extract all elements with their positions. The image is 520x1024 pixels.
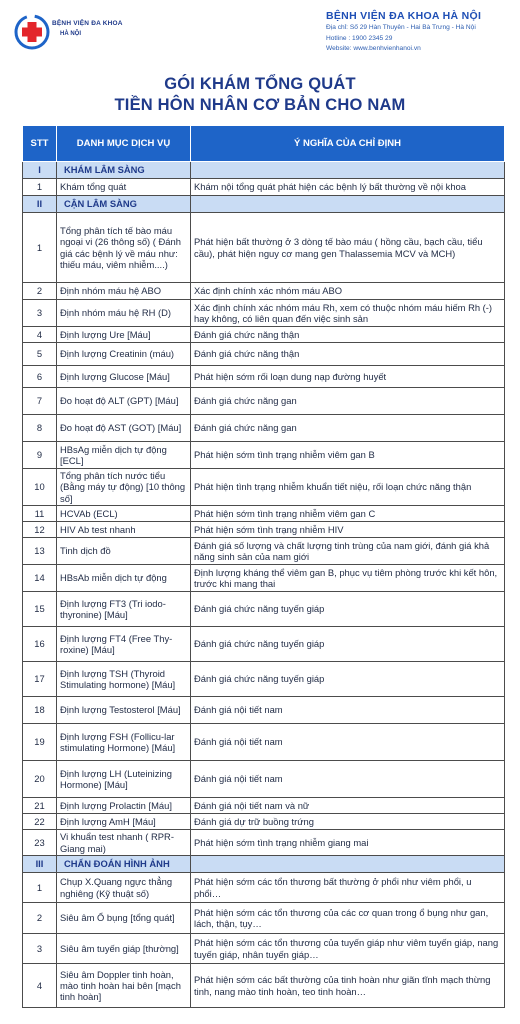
table-row [23,662,505,697]
table-row [23,179,505,196]
row-stt: 1 [23,179,57,196]
table-row [23,283,505,300]
table-row [23,565,505,592]
section-number: II [23,196,57,213]
table-row [23,903,505,934]
table-row [23,300,505,327]
row-service: Định nhóm máu hệ ABO [57,283,191,300]
section-row [23,162,505,179]
row-meaning: Phát hiện sớm tình trạng nhiễm viêm gan C [191,506,505,522]
table-row [23,506,505,522]
row-stt: 16 [23,627,57,662]
row-service: Định lượng Creatinin (máu) [57,343,191,366]
table-row [23,873,505,903]
row-service: Đo hoạt độ AST (GOT) [Máu] [57,415,191,442]
row-service: Chụp X.Quang ngực thẳng nghiêng (Kỹ thuật số) [57,873,191,903]
section-title: CHẨN ĐOÁN HÌNH ẢNH [57,856,191,873]
row-stt: 3 [23,934,57,964]
row-stt: 7 [23,388,57,415]
row-meaning: Đánh giá nội tiết nam [191,761,505,798]
row-service: Tổng phân tích tế bào máu ngoại vi (26 thông số) ( Đánh giá các bệnh lý về máu như: thiếu máu, viêm nhiễm....) [57,213,191,283]
row-meaning: Phát hiện sớm tình trạng nhiễm giang mai [191,830,505,856]
row-stt: 14 [23,565,57,592]
row-service: Siêu âm tuyến giáp [thường] [57,934,191,964]
row-stt: 2 [23,283,57,300]
row-meaning: Phát hiện tình trạng nhiễm khuẩn tiết niệu, rối loạn chức năng thận [191,469,505,506]
section-title: CẬN LÂM SÀNG [57,196,191,213]
section-filler [191,856,505,873]
brand-block [52,20,123,37]
table-row [23,798,505,814]
row-service: Định lượng FSH (Follicu-lar stimulating Hormone) [Máu] [57,724,191,761]
row-stt: 1 [23,873,57,903]
row-stt: 18 [23,697,57,724]
row-service: Vi khuẩn test nhanh ( RPR-Giang mai) [57,830,191,856]
row-meaning: Đánh giá số lượng và chất lượng tinh trùng của nam giới, đánh giá khả năng sinh sản của nam giới [191,538,505,565]
row-service: Siêu âm Doppler tinh hoàn, mào tinh hoàn hai bên [mạch tinh hoàn] [57,964,191,1008]
section-row [23,196,505,213]
row-service: Định lượng Testosterol [Máu] [57,697,191,724]
row-meaning: Đánh giá chức năng tuyến giáp [191,592,505,627]
row-stt: 19 [23,724,57,761]
table-row [23,934,505,964]
row-meaning: Phát hiện sớm các tổn thương bất thường ở phổi như viêm phổi, u phổi… [191,873,505,903]
table-row [23,964,505,1008]
table-row [23,627,505,662]
row-service: Định lượng FT3 (Tri iodo-thyronine) [Máu] [57,592,191,627]
row-stt: 13 [23,538,57,565]
table-row [23,697,505,724]
row-meaning: Đánh giá chức năng thận [191,343,505,366]
hospital-info [326,10,516,54]
row-stt: 4 [23,964,57,1008]
title-line-1: GÓI KHÁM TỔNG QUÁT [164,75,356,93]
row-stt: 3 [23,300,57,327]
page-title [0,74,520,116]
row-service: HCVAb (ECL) [57,506,191,522]
row-service: Định lượng Prolactin [Máu] [57,798,191,814]
row-meaning: Phát hiện sớm tình trạng nhiễm viêm gan B [191,442,505,469]
table-row [23,761,505,798]
header-service: DANH MỤC DỊCH VỤ [57,126,191,162]
row-meaning: Đánh giá chức năng tuyến giáp [191,662,505,697]
brand-city: HÀ NỘI [60,31,81,37]
table-row [23,592,505,627]
row-stt: 4 [23,327,57,343]
hospital-name: BỆNH VIỆN ĐA KHOA HÀ NỘI [326,10,482,22]
row-service: HBsAg miễn dịch tự động [ECL] [57,442,191,469]
row-stt: 15 [23,592,57,627]
row-stt: 8 [23,415,57,442]
page-header [0,0,520,68]
table-header-row [23,126,505,162]
row-stt: 6 [23,366,57,388]
row-meaning: Đánh giá chức năng gan [191,388,505,415]
row-stt: 20 [23,761,57,798]
table-row [23,830,505,856]
section-number: III [23,856,57,873]
header-meaning: Ý NGHĨA CỦA CHỈ ĐỊNH [191,126,505,162]
row-meaning: Phát hiện sớm rối loạn dung nạp đường huyết [191,366,505,388]
table-row [23,522,505,538]
row-meaning: Phát hiện bất thường ở 3 dòng tế bào máu ( hồng cầu, bạch cầu, tiểu cầu), phát hiện nguy cơ mang gen Thalassemia MCV và MCH) [191,213,505,283]
row-stt: 22 [23,814,57,830]
row-meaning: Định lượng kháng thể viêm gan B, phục vụ tiêm phòng trước khi kết hôn, trước khi mang thai [191,565,505,592]
row-meaning: Đánh giá chức năng gan [191,415,505,442]
row-stt: 12 [23,522,57,538]
table-row [23,724,505,761]
table-row [23,366,505,388]
row-stt: 5 [23,343,57,366]
row-service: Định nhóm máu hệ RH (D) [57,300,191,327]
title-line-2: TIỀN HÔN NHÂN CƠ BẢN CHO NAM [114,96,406,114]
table-row [23,343,505,366]
row-service: Định lượng Ure [Máu] [57,327,191,343]
row-meaning: Phát hiện sớm tình trạng nhiễm HIV [191,522,505,538]
row-service: Tinh dịch đồ [57,538,191,565]
service-table [22,125,505,1008]
table-row [23,469,505,506]
row-service: Định lượng LH (Luteinizing Hormone) [Máu] [57,761,191,798]
section-title: KHÁM LÂM SÀNG [57,162,191,179]
row-service: Khám tổng quát [57,179,191,196]
row-service: Định lượng AmH [Máu] [57,814,191,830]
row-meaning: Đánh giá chức năng thận [191,327,505,343]
row-meaning: Đánh giá nội tiết nam và nữ [191,798,505,814]
row-stt: 1 [23,213,57,283]
row-meaning: Khám nội tổng quát phát hiện các bệnh lý bất thường về nội khoa [191,179,505,196]
row-service: Định lượng TSH (Thyroid Stimulating hormone) [Máu] [57,662,191,697]
row-stt: 10 [23,469,57,506]
row-meaning: Xác định chính xác nhóm máu ABO [191,283,505,300]
section-number: I [23,162,57,179]
table-row [23,415,505,442]
row-meaning: Xác định chính xác nhóm máu Rh, xem có thuộc nhóm máu hiếm Rh (-) hay không, có liên quan đến việc sinh sản [191,300,505,327]
row-stt: 2 [23,903,57,934]
hospital-address: Địa chỉ: Số 29 Hàn Thuyên - Hai Bà Trưng - Hà Nội [326,24,476,31]
table-row [23,388,505,415]
section-row [23,856,505,873]
table-row [23,327,505,343]
section-filler [191,162,505,179]
row-stt: 9 [23,442,57,469]
table-row [23,442,505,469]
row-stt: 21 [23,798,57,814]
hospital-website: Website: www.benhvienhanoi.vn [326,45,421,52]
red-cross-hospital-icon [14,14,50,50]
row-service: HBsAb miễn dịch tự động [57,565,191,592]
row-meaning: Phát hiện sớm các tổn thương của các cơ quan trong ổ bụng như gan, lách, thận, tụy… [191,903,505,934]
row-stt: 23 [23,830,57,856]
row-service: Siêu âm Ổ bụng [tổng quát] [57,903,191,934]
table-row [23,538,505,565]
hospital-hotline: Hotline : 1900 2345 29 [326,34,393,42]
row-service: Định lượng Glucose [Máu] [57,366,191,388]
row-service: HIV Ab test nhanh [57,522,191,538]
row-meaning: Phát hiện sớm các tổn thương của tuyến giáp như viêm tuyến giáp, nang tuyến giáp, nhân tuyến giáp… [191,934,505,964]
row-meaning: Đánh giá dự trữ buồng trứng [191,814,505,830]
row-meaning: Đánh giá nội tiết nam [191,724,505,761]
row-meaning: Đánh giá nội tiết nam [191,697,505,724]
table-row [23,213,505,283]
row-stt: 17 [23,662,57,697]
row-meaning: Phát hiện sớm các bất thường của tinh hoàn như giãn tĩnh mạch thừng tinh, nang mào tinh hoàn, teo tinh hoàn… [191,964,505,1008]
brand-name: BỆNH VIỆN ĐA KHOA [52,20,123,27]
row-meaning: Đánh giá chức năng tuyến giáp [191,627,505,662]
row-stt: 11 [23,506,57,522]
table-row [23,814,505,830]
section-filler [191,196,505,213]
row-service: Định lượng FT4 (Free Thy-roxine) [Máu] [57,627,191,662]
row-service: Đo hoạt độ ALT (GPT) [Máu] [57,388,191,415]
row-service: Tổng phân tích nước tiểu (Bằng máy tự động) [10 thông số] [57,469,191,506]
header-stt: STT [23,126,57,162]
